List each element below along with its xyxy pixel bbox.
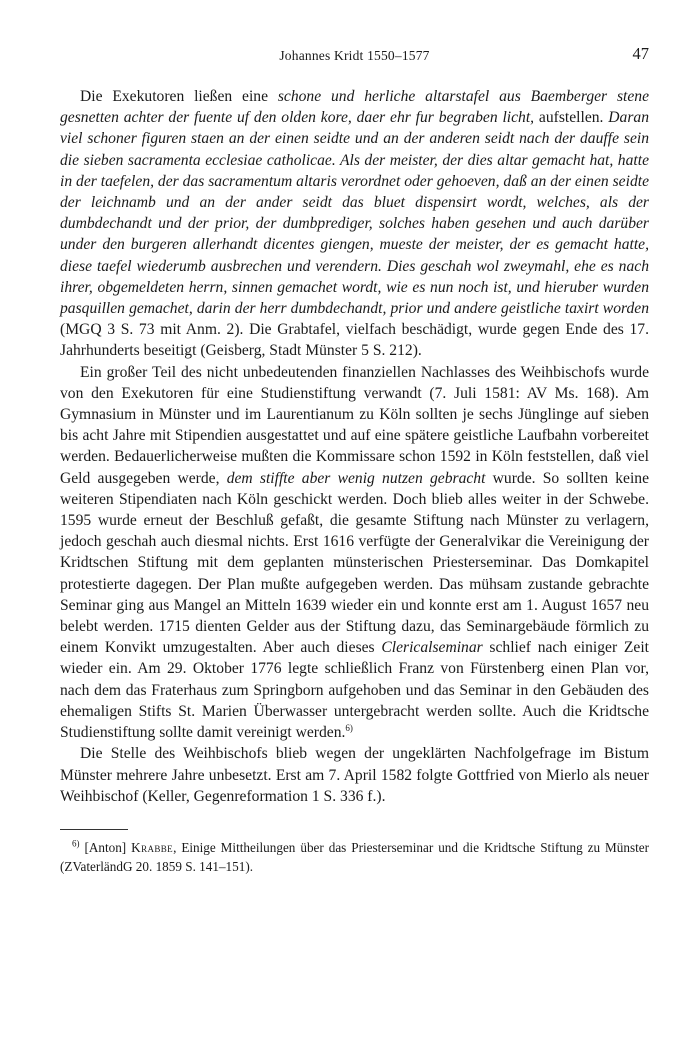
paragraph-text: wurde. So sollten keine weiteren Stipendiaten nach Köln geschickt werden. Doch blieb alles weiter in der Schwebe. 1595 wurde erneut der Beschluß gefaßt, die gesamte Stiftung nach Münster zu verlagern, jedoch geschah auch diesmal nichts. Erst 1616 verfügte der Generalvikar die Vereinigung der Kridtschen Stiftung mit dem geplanten münsterischen Priesterseminar. Das Domkapitel protestierte dagegen. Der Plan mußte aufgegeben werden. Das mühsam zustande gebrachte Seminar ging aus Mangel an Mitteln 1639 wieder ein und konnte erst am 1. August 1657 neu belebt werden. 1715 dienten Gelder aus der Stiftung dazu, das Seminargebäude förmlich zu einem Konvikt umzugestalten. Aber auch dieses	[60, 469, 649, 657]
quoted-source-text: Clericalseminar	[381, 639, 483, 657]
paragraph-text: schlief nach einiger Zeit wieder ein. Am 29. Oktober 1776 legte schließlich Franz von Fürstenberg einen Plan vor, nach dem das Fraterhaus zum Springborn aufgehoben und das Seminar in den Gebäuden des ehemaligen Stifts St. Marien Überwasser untergebracht werden sollte. Auch die Kridtsche Studienstiftung sollte damit vereinigt werden.	[60, 639, 649, 742]
quoted-source-text: Daran viel schoner figuren staen an der einen seidte und an der anderen seidt nach der dauffe sein die sieben sacramenta ecclesiae catholicae. Als der meister, der dies altar gemacht hat, hatte in der taefelen, der das sacramentum altaris verordnet oder gehoeven, daß an der einen seidte der leichnamb und an der ander seidt das bluet dispensirt wordt, welches, als der dumbdechandt und der prior, der dumbprediger, solches haben gesehen und auch darüber under den burgeren allerhandt dicentes giengen, mueste der meister, der es gemacht hatte, diese taefel wiederumb ausbrechen und verendern. Dies geschah wol zweymahl, ehe es nach ihrer, obgemeldeten herrn, sinnen gemachet wordt, wie es nun noch ist, und hieruber wurden pasquillen gemachet, darin der herr dumbdechandt, prior und andere geistliche taxirt worden	[60, 109, 650, 318]
paragraph	[60, 743, 649, 807]
paragraph-text: aufstellen.	[534, 109, 609, 127]
footnote-rule	[60, 829, 128, 830]
footnote-prefix: [Anton]	[79, 839, 132, 855]
body-text	[60, 86, 649, 807]
quoted-source-text: schone und herliche altarstafel aus Baemberger stene gesnetten achter der fuente uf den olden kore, daer ehr fur begraben licht,	[60, 88, 649, 127]
footnote-text: , Einige Mittheilungen über das Priesterseminar und die Kridtsche Stiftung zu Münster (ZVaterländG 20. 1859 S. 141–151).	[60, 839, 649, 874]
footnote	[60, 838, 649, 876]
paragraph	[60, 86, 649, 362]
paragraph-text: Ein großer Teil des nicht unbedeutenden finanziellen Nachlasses des Weihbischofs wurde von den Exekutoren für eine Studienstiftung verwandt (7. Juli 1581: AV Ms. 168). Am Gymnasium in Münster und im Laurentianum zu Köln sollten je sechs Jünglinge auf sieben bis acht Jahre mit Stipendien ausgestattet und auf eine spätere geistliche Laufbahn vorbereitet werden. Bedauerlicherweise mußten die Kommissare schon 1592 in Köln feststellen, daß viel Geld ausgegeben werde,	[60, 363, 649, 487]
running-head: Johannes Kridt 1550–1577	[279, 48, 430, 63]
paragraph-text: (MGQ 3 S. 73 mit Anm. 2). Die Grabtafel, vielfach beschädigt, wurde gegen Ende des 17. Jahrhunderts beseitigt (Geisberg, Stadt Münster 5 S. 212).	[60, 321, 649, 360]
footnote-author: Krabbe	[131, 839, 174, 855]
page-header	[60, 44, 649, 68]
page	[60, 44, 649, 876]
paragraph-text: Die Exekutoren ließen eine	[80, 88, 278, 105]
paragraph	[60, 362, 649, 744]
paragraph-text: Die Stelle des Weihbischofs blieb wegen der ungeklärten Nachfolgefrage im Bistum Münster mehrere Jahre unbesetzt. Erst am 7. April 1582 folgte Gottfried von Mierlo als neuer Weihbischof (Keller, Gegenreformation 1 S. 336 f.).	[60, 745, 649, 805]
page-number: 47	[632, 44, 649, 63]
quoted-source-text: dem stiffte aber wenig nutzen gebracht	[226, 469, 486, 487]
footnote-marker: 6)	[72, 838, 80, 849]
footnote-reference: 6)	[345, 722, 353, 733]
